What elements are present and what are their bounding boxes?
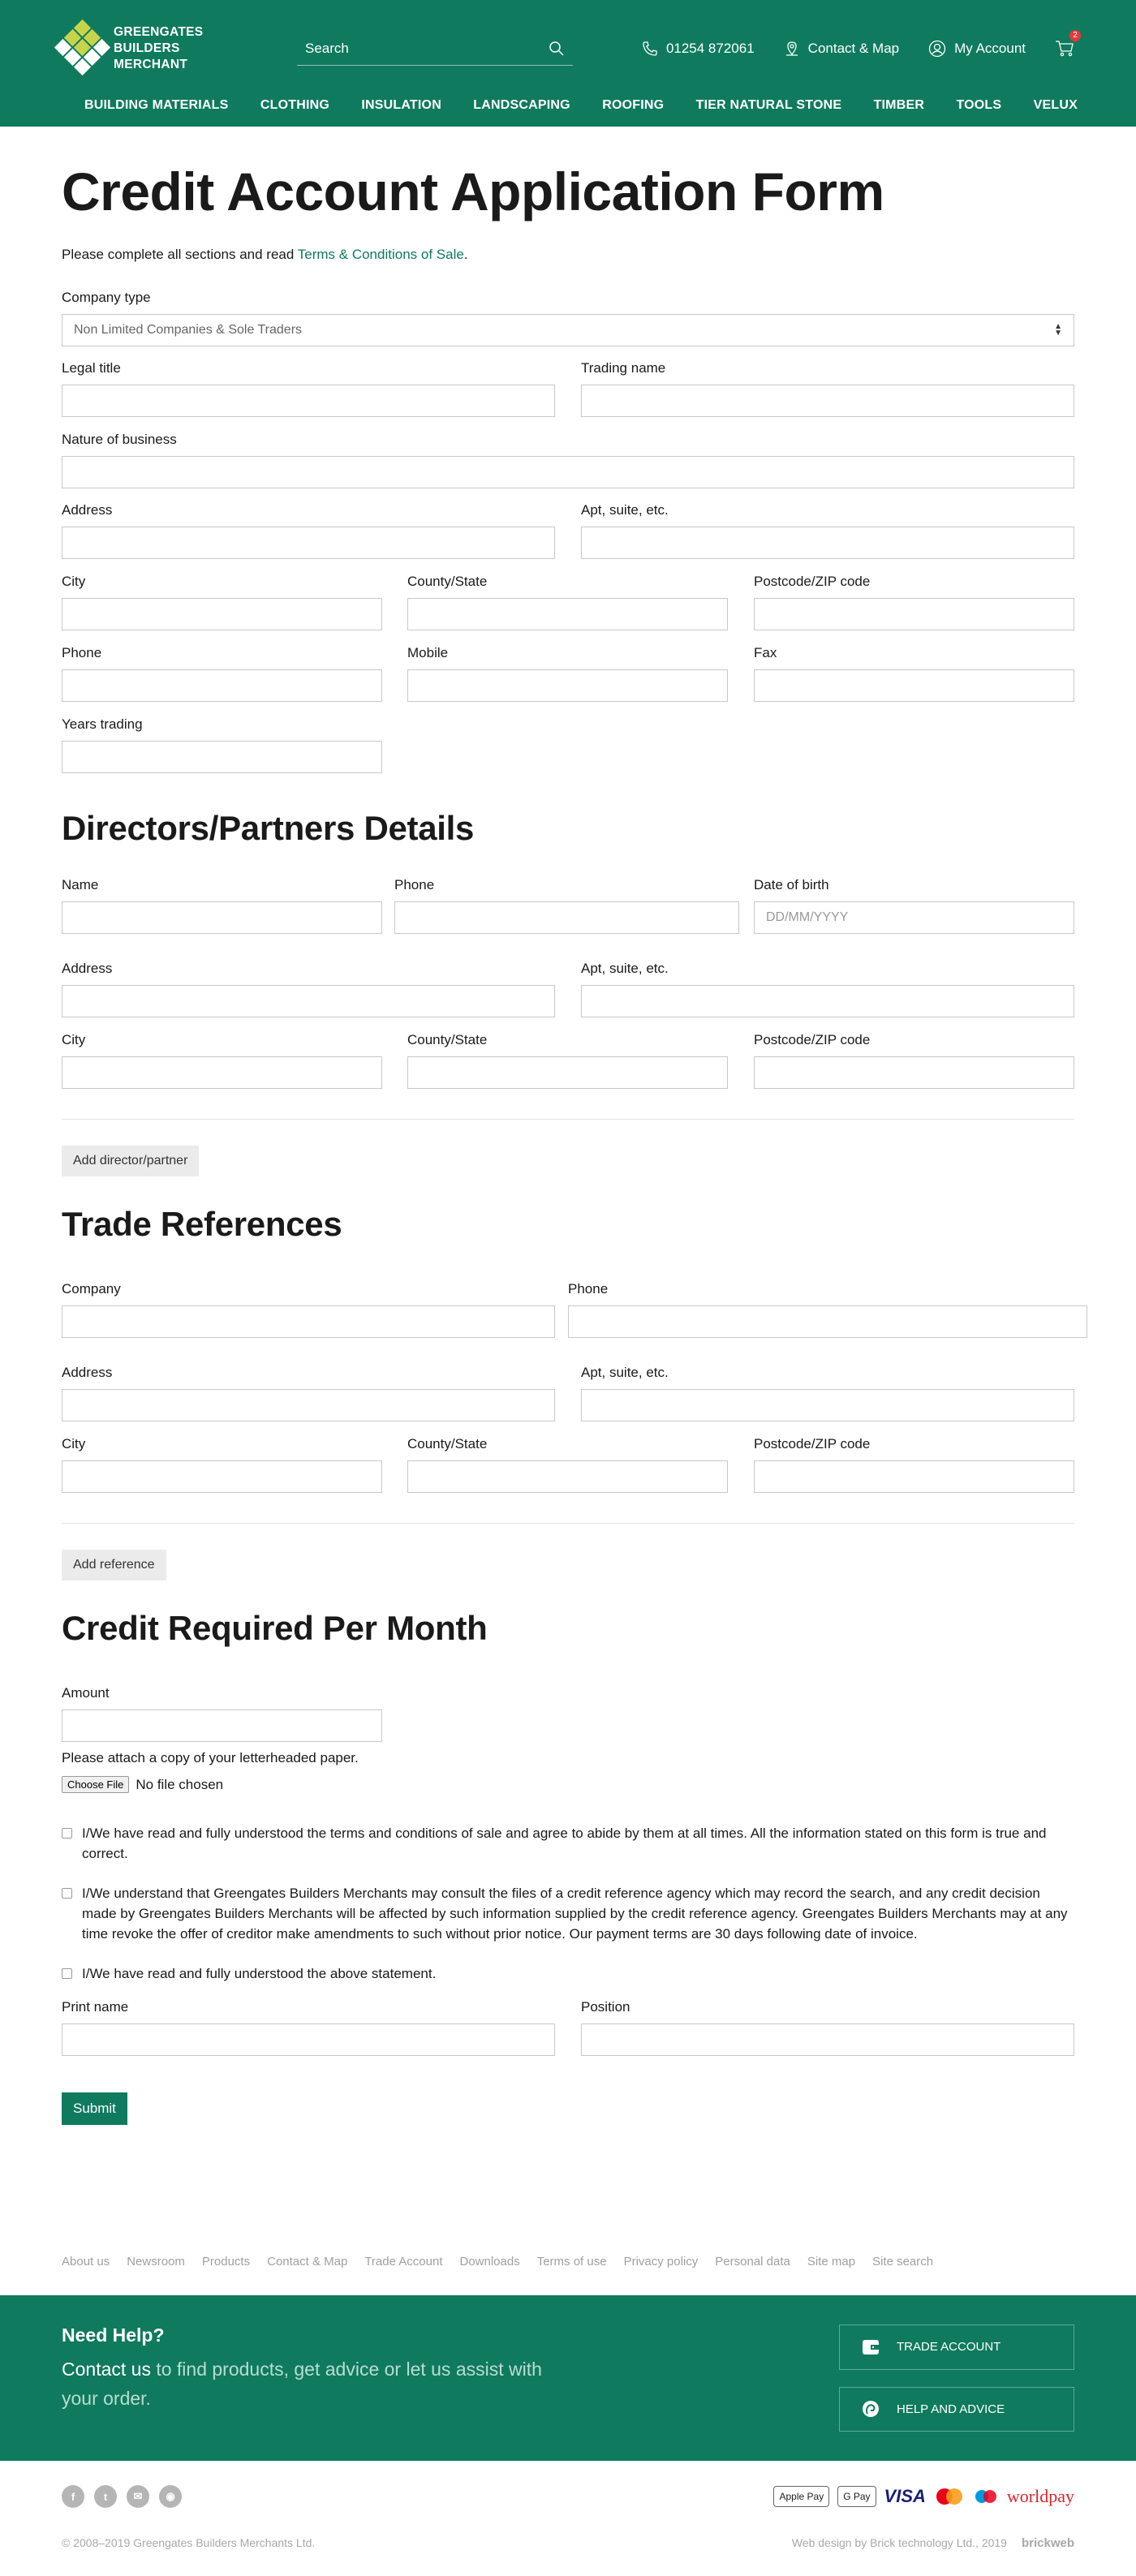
nav-tier-natural-stone[interactable]: TIER NATURAL STONE [695,98,842,112]
director-postcode-label: Postcode/ZIP code [754,1032,871,1047]
city-input[interactable] [62,598,382,630]
footer-link-newsroom[interactable]: Newsroom [127,2255,185,2269]
amount-label: Amount [62,1685,110,1701]
terms-agreement-text: I/We have read and fully understood the terms and conditions of sale and agree to abide by them at all times. All the information stated on this form is true and correct. [82,1826,1047,1861]
google-pay-icon: G Pay [837,2486,876,2507]
trading-name-label: Trading name [581,360,666,376]
help-text [62,2355,581,2413]
print-name-label: Print name [62,1999,129,2015]
phone-label: Phone [62,645,102,660]
my-account-label: My Account [954,41,1026,56]
reference-phone-label: Phone [568,1281,609,1297]
facebook-icon[interactable]: f [62,2485,84,2508]
director-city-input[interactable] [62,1056,382,1089]
credit-heading: Credit Required Per Month [62,1609,488,1647]
company-section [62,290,1074,849]
statement-confirmation [62,1963,1074,1984]
logo[interactable] [62,22,232,75]
terms-checkbox[interactable] [62,1828,72,1838]
user-icon [928,40,946,58]
address-label: Address [62,502,113,518]
search-box [297,32,573,66]
director-city-label: City [62,1032,86,1047]
nav-velux[interactable]: VELUX [1033,98,1078,112]
submit-button[interactable]: Submit [62,2092,127,2125]
years-trading-label: Years trading [62,716,143,732]
site-header [0,0,1136,127]
help-banner [0,2295,1136,2461]
references-section [62,1281,1074,1647]
apt-label: Apt, suite, etc. [581,502,669,518]
footer-link-downloads[interactable]: Downloads [459,2255,520,2269]
terms-agreement [62,1823,1074,1864]
divider [62,1523,1074,1524]
trading-name-input[interactable] [581,385,1074,417]
fax-label: Fax [754,645,777,660]
select-arrows-icon: ▲ ▼ [1054,322,1062,338]
company-type-label: Company type [62,290,151,305]
credit-text: Web design by Brick technology Ltd., 2019 [791,2536,1007,2549]
company-type-select[interactable] [62,314,1074,346]
nature-of-business-label: Nature of business [62,432,177,447]
statement-text: I/We have read and fully understood the above statement. [82,1966,437,1981]
cart-button[interactable] [1055,31,1078,58]
divider [62,1119,1074,1120]
choose-file-button[interactable]: Choose File [62,1776,129,1793]
credit-agency-consent [62,1883,1074,1944]
footer-link-site-search[interactable]: Site search [872,2255,934,2269]
nature-of-business-input[interactable] [62,456,1074,488]
site-footer [0,2461,1136,2576]
director-address-input[interactable] [62,985,555,1017]
company-type-value: Non Limited Companies & Sole Traders [74,323,303,337]
postcode-input[interactable] [754,598,1074,630]
reference-county-label: County/State [407,1436,488,1451]
reference-address-label: Address [62,1365,113,1380]
nav-tools[interactable]: TOOLS [956,98,1002,112]
apple-pay-icon: Apple Pay [773,2486,829,2507]
help-advice-button[interactable] [839,2387,1074,2432]
email-icon[interactable]: ✉ [127,2485,149,2508]
reference-postcode-input[interactable] [754,1460,1074,1493]
footer-link-contact[interactable]: Contact & Map [267,2255,348,2269]
logo-mark-icon [62,22,104,75]
footer-link-terms[interactable]: Terms of use [536,2255,607,2269]
trade-account-label: TRADE ACCOUNT [897,2340,1001,2355]
reference-apt-label: Apt, suite, etc. [581,1365,669,1380]
phone-number: 01254 872061 [665,41,755,56]
web-design-credit [792,2536,1074,2550]
main-content [0,161,1136,2269]
add-reference-button[interactable]: Add reference [62,1550,166,1580]
logo-text: GREENGATES BUILDERS MERCHANT [114,25,204,71]
terms-link[interactable]: Terms & Conditions of Sale [297,247,464,262]
contact-map-label: Contact & Map [807,41,900,56]
maestro-icon [973,2487,999,2506]
rss-icon[interactable]: ◉ [159,2485,182,2508]
apt-input[interactable] [581,527,1074,559]
reference-county-input[interactable] [407,1460,728,1493]
phone-icon [642,41,658,57]
help-advice-label: HELP AND ADVICE [897,2402,1005,2416]
page-title: Credit Account Application Form [62,161,884,221]
mastercard-icon [934,2487,965,2506]
reference-city-input[interactable] [62,1460,382,1493]
top-bar [0,0,1136,97]
footer-link-about[interactable]: About us [62,2255,110,2269]
years-trading-input[interactable] [62,741,382,773]
intro-suffix: . [463,247,468,262]
director-apt-label: Apt, suite, etc. [581,961,669,976]
copyright: © 2008–2019 Greengates Builders Merchants Ltd. [62,2536,316,2549]
twitter-icon[interactable]: t [94,2485,117,2508]
trade-account-button[interactable] [839,2324,1074,2370]
directors-heading: Directors/Partners Details [62,809,475,847]
directors-section [62,877,1074,1243]
print-name-input[interactable] [62,2023,555,2056]
attach-text: Please attach a copy of your letterheaded paper. [62,1750,359,1765]
director-postcode-input[interactable] [754,1056,1074,1089]
footer-link-site-map[interactable]: Site map [807,2255,856,2269]
director-phone-label: Phone [394,877,435,892]
dob-input[interactable] [754,901,1074,934]
reference-phone-input[interactable] [568,1305,1087,1338]
add-director-button[interactable]: Add director/partner [62,1146,199,1176]
cart-icon [1055,40,1074,58]
director-phone-input[interactable] [394,901,739,934]
file-picker [62,1776,1074,1793]
footer-link-products[interactable]: Products [201,2255,251,2269]
credit-consent-text: I/We understand that Greengates Builders Merchants may consult the files of a credit reference agency which may record the search, and any credit decision made by Greengates Builders Merchants will be affected by such information supplied by the credit reference agency. Greengates Builders Merchants may at any time revoke the offer of creditor make amendments to such without prior notice. Our payment terms are 30 days following date of invoice. [82,1886,1068,1942]
help-title: Need Help? [62,2324,165,2346]
nav-building-materials[interactable]: BUILDING MATERIALS [84,98,229,112]
address-input[interactable] [62,527,555,559]
amount-input[interactable] [62,1709,382,1742]
phone-link[interactable] [642,41,755,57]
director-county-label: County/State [407,1032,488,1047]
nav-insulation[interactable]: INSULATION [361,98,441,112]
main-nav [0,97,1136,127]
footer-link-privacy[interactable]: Privacy policy [623,2255,699,2269]
reference-postcode-label: Postcode/ZIP code [754,1436,871,1451]
reference-apt-input[interactable] [581,1389,1074,1421]
worldpay-icon: worldpay [1006,2486,1074,2506]
nav-clothing[interactable]: CLOTHING [260,98,330,112]
footer-links [62,2255,1074,2269]
mobile-input[interactable] [407,669,728,702]
social-links [62,2485,182,2508]
footer-link-personal-data[interactable]: Personal data [715,2255,790,2269]
my-account-link[interactable] [928,40,1026,58]
postcode-label: Postcode/ZIP code [754,574,871,589]
intro-prefix: Please complete all sections and read [62,247,298,262]
position-input[interactable] [581,2023,1074,2056]
reference-address-input[interactable] [62,1389,555,1421]
wallet-icon [861,2337,880,2357]
director-county-input[interactable] [407,1056,728,1089]
county-input[interactable] [407,598,728,630]
help-description: to find products, get advice or let us assist with your order. [62,2359,542,2409]
credit-consent-checkbox[interactable] [62,1888,72,1899]
search-input[interactable] [305,41,532,57]
legal-title-label: Legal title [62,360,121,376]
payment-methods [773,2486,1074,2507]
director-address-label: Address [62,961,113,976]
intro-text [62,247,1074,263]
reference-company-label: Company [62,1281,121,1297]
footer-link-trade-account[interactable]: Trade Account [364,2255,443,2269]
cart-count-badge: 2 [1069,30,1081,41]
director-name-input[interactable] [62,901,382,934]
reference-city-label: City [62,1436,86,1451]
position-label: Position [581,1999,630,2015]
contact-us-link[interactable]: Contact us [62,2359,151,2380]
legal-title-input[interactable] [62,385,555,417]
nav-timber[interactable]: TIMBER [873,98,925,112]
nav-roofing[interactable]: ROOFING [602,98,665,112]
file-status: No file chosen [136,1776,224,1792]
director-name-label: Name [62,877,99,892]
city-label: City [62,574,86,589]
trade-references-heading: Trade References [62,1205,342,1243]
mobile-label: Mobile [407,645,449,660]
county-label: County/State [407,574,488,589]
brickweb-logo[interactable]: brickweb [1021,2536,1074,2550]
phone-input[interactable] [62,669,382,702]
contact-map-link[interactable] [784,41,899,57]
fax-input[interactable] [754,669,1074,702]
credit-section [62,1685,1074,2139]
visa-icon: VISA [884,2486,926,2506]
nav-landscaping[interactable]: LANDSCAPING [473,98,570,112]
search-icon[interactable] [549,41,565,57]
statement-checkbox[interactable] [62,1968,72,1979]
reference-company-input[interactable] [62,1305,555,1338]
director-apt-input[interactable] [581,985,1074,1017]
location-icon [784,41,800,57]
dob-label: Date of birth [754,877,829,892]
help-bubble-icon [861,2399,880,2419]
